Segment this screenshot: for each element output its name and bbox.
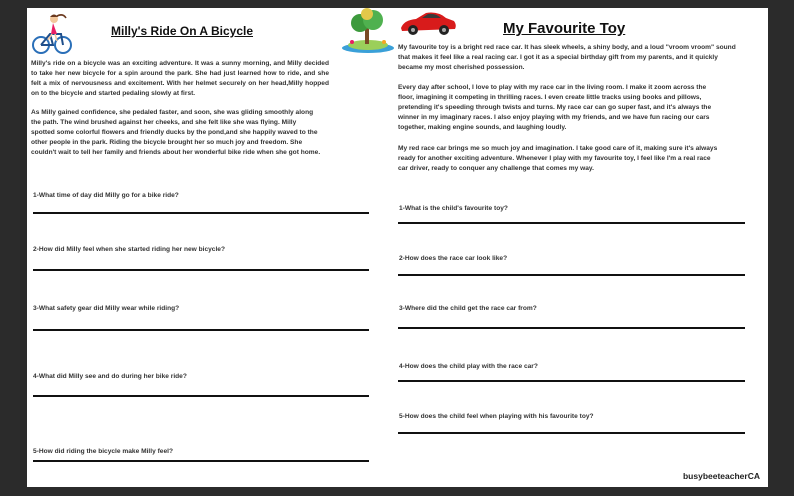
right-question-1: 1-What is the child's favourite toy? bbox=[399, 205, 508, 212]
island-tree-illustration bbox=[340, 8, 396, 54]
right-question-5: 5-How does the child feel when playing with his favourite toy? bbox=[399, 413, 594, 420]
publisher-credit: busybeeteacherCA bbox=[682, 471, 760, 481]
left-answer-line-1[interactable] bbox=[33, 212, 369, 214]
left-paragraph-1: Milly's ride on a bicycle was an exciting adventure. It was a sunny morning, and Milly decided to take her new bicycle for a spin around the park. She had just learned how to ride, and she felt a mix of nervousness and excitement. With her helmet securely on her head,Milly hopped on to the bicycle and started pedaling slowly at first. bbox=[31, 60, 329, 97]
left-question-5: 5-How did riding the bicycle make Milly feel? bbox=[33, 448, 173, 455]
left-question-2: 2-How did Milly feel when she started riding her new bicycle? bbox=[33, 246, 225, 253]
right-paragraph-3: My red race car brings me so much joy and imagination. I take good care of it, making sure it's always ready for another exciting adventure. Whenever I play with my favourite toy, I feel like I'm a real race car driver, ready to conquer any challenge that comes my way. bbox=[398, 145, 718, 172]
left-question-3: 3-What safety gear did Milly wear while riding? bbox=[33, 305, 180, 312]
right-answer-line-2[interactable] bbox=[398, 274, 745, 276]
right-answer-line-1[interactable] bbox=[398, 222, 745, 224]
left-story-title: Milly's Ride On A Bicycle bbox=[111, 24, 254, 38]
left-answer-line-3[interactable] bbox=[33, 329, 369, 331]
left-answer-line-4[interactable] bbox=[33, 395, 369, 397]
girl-on-bicycle-illustration bbox=[31, 10, 73, 56]
right-question-4: 4-How does the child play with the race car? bbox=[399, 363, 538, 370]
worksheet-page bbox=[27, 8, 768, 487]
left-answer-line-5[interactable] bbox=[33, 460, 369, 462]
right-question-3: 3-Where did the child get the race car from? bbox=[399, 305, 537, 312]
left-question-4: 4-What did Milly see and do during her bike ride? bbox=[33, 373, 187, 380]
red-race-car-illustration bbox=[398, 8, 458, 38]
left-question-1: 1-What time of day did Milly go for a bike ride? bbox=[33, 192, 179, 199]
left-answer-line-2[interactable] bbox=[33, 269, 369, 271]
right-answer-line-4[interactable] bbox=[398, 380, 745, 382]
right-answer-line-3[interactable] bbox=[398, 327, 745, 329]
right-question-2: 2-How does the race car look like? bbox=[399, 255, 508, 262]
right-story-title: My Favourite Toy bbox=[503, 20, 626, 37]
right-paragraph-1: My favourite toy is a bright red race car. It has sleek wheels, a shiny body, and a loud "vroom vroom" sound that makes it feel like a real racing car. I got it as a special birthday gift from my parents, and it quickly became my most cherished possession. bbox=[398, 44, 736, 71]
left-paragraph-2: As Milly gained confidence, she pedaled faster, and soon, she was gliding smoothly along the path. The wind brushed against her cheeks, and she felt like she was flying. Milly spotted some colorful flowers and friendly ducks by the pond,and she happily waved to the other people in the park. Riding the bicycle brought her so much joy and freedom. She couldn't wait to tell her family and friends about her wonderful bike ride when she got home. bbox=[31, 109, 321, 156]
right-paragraph-2: Every day after school, I love to play with my race car in the living room. I make it zoom across the floor, imagining it competing in thrilling races. I even create little tracks using books and pillows, pretending it's speeding through twists and turns. My race car can go super fast, and it's always the winner in my imaginary races. I also enjoy playing with my friends, and we have fun racing our cars together, making engine sounds, and laughing loudly. bbox=[398, 84, 712, 131]
right-answer-line-5[interactable] bbox=[398, 432, 745, 434]
